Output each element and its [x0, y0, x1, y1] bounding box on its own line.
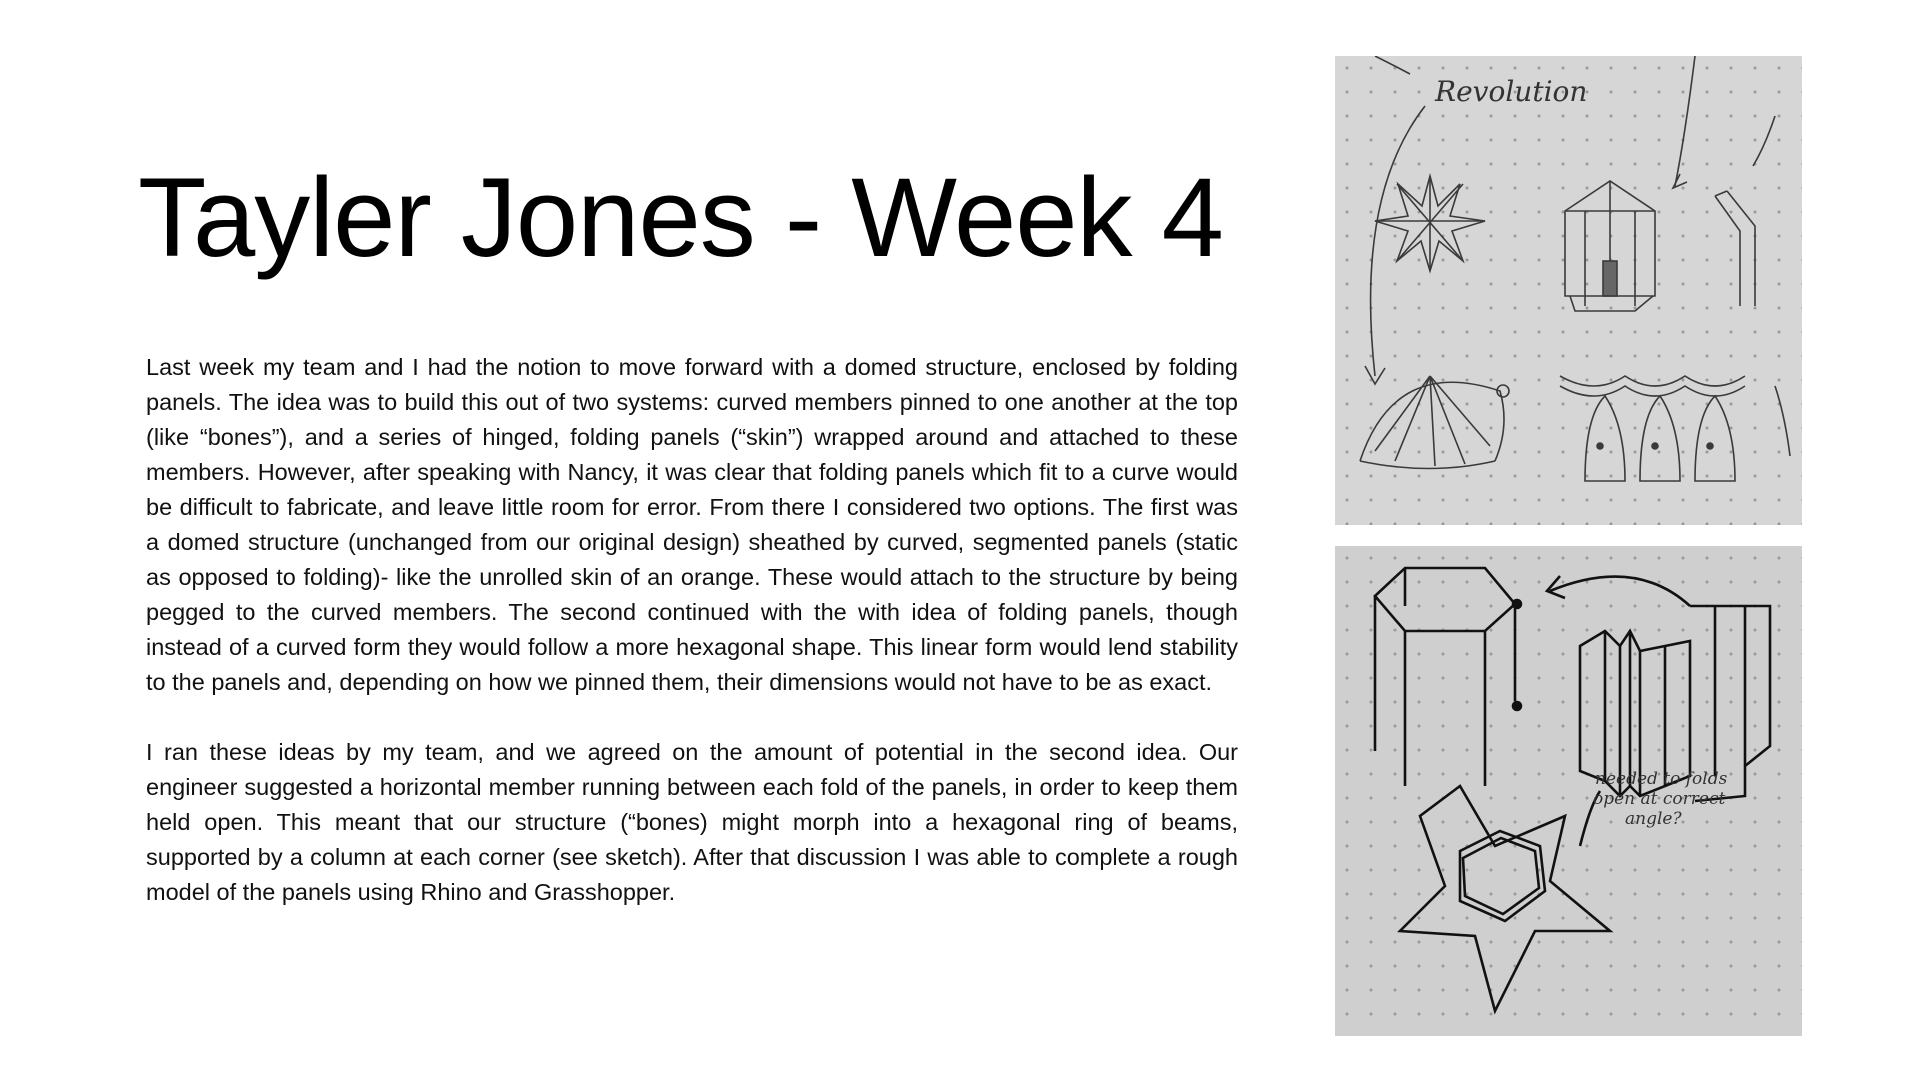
- sketch-label-revolution: Revolution: [1435, 75, 1588, 108]
- paragraph-1: Last week my team and I had the notion to move forward with a domed structure, enclosed by folding panels. The idea was to build this out of two systems: curved members pinned to one another at the top (like “bones”), and a series of hinged, folding panels (“skin”) wrapped around and attached to these members. However, after speaking with Nancy, it was clear that folding panels which fit to a curve would be difficult to fabricate, and leave little room for error. From there I considered two options. The first was a domed structure (unchanged from our original design) sheathed by curved, segmented panels (static as opposed to folding)- like the unrolled skin of an orange. These would attach to the structure by being pegged to the curved members. The second continued with the with idea of folding panels, though instead of a curved form they would follow a more hexagonal shape. This linear form would lend stability to the panels and, depending on how we pinned them, their dimensions would not have to be as exact.: [146, 354, 1238, 695]
- body-text: [146, 350, 1238, 945]
- paragraph-2: I ran these ideas by my team, and we agreed on the amount of potential in the second idea. Our engineer suggested a horizontal member running between each fold of the panels, in order to keep them held open. This meant that our structure (“bones) might morph into a hexagonal ring of beams, supported by a column at each corner (see sketch). After that discussion I was able to complete a rough model of the panels using Rhino and Grasshopper.: [146, 739, 1238, 905]
- sketch-note-line-2: open at correct: [1593, 789, 1726, 809]
- sketch-drawing-hexagon: [1335, 546, 1802, 1036]
- slide-title: Tayler Jones - Week 4: [138, 155, 1223, 280]
- sketch-photo-hexagon: [1335, 546, 1802, 1036]
- sketch-note-line-1: needed to folds: [1595, 769, 1728, 789]
- sketch-drawing-dome: [1335, 56, 1802, 525]
- sketch-photo-dome: [1335, 56, 1802, 525]
- sketch-note-line-3: angle?: [1625, 809, 1682, 829]
